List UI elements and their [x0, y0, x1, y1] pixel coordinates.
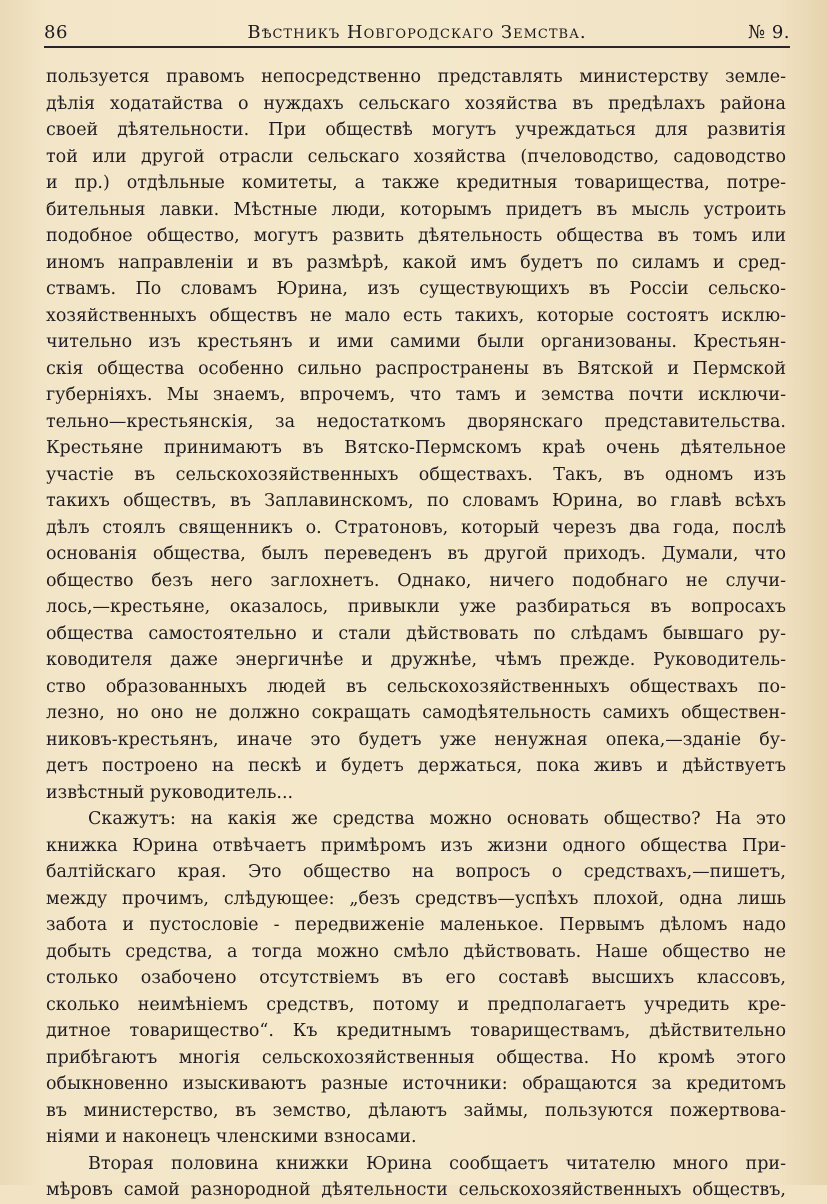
text-line: въ министерство, въ земство, дѣлаютъ займы, пользуются пожертвова-: [46, 1100, 786, 1121]
text-line: подобное общество, могутъ развить дѣятельность общества въ томъ или: [46, 226, 786, 246]
text-line: забота и пустословіе - передвиженіе маленькое. Первымъ дѣломъ надо: [46, 915, 786, 935]
paragraph-start-line: Скажутъ: на какія же средства можно основать общество? На это: [88, 809, 786, 829]
body-text: [46, 64, 786, 1204]
text-line: книжка Юрина отвѣчаетъ примѣромъ изъ жизни одного общества При-: [46, 835, 786, 856]
text-line: участіе въ сельскохозяйственныхъ обществахъ. Такъ, въ одномъ изъ: [46, 464, 786, 485]
text-line: добыть средства, а тогда можно смѣло дѣйствовать. Наше общество не: [46, 941, 786, 962]
text-line: балтійскаго края. Это общество на вопросъ о средствахъ,—пишетъ,: [46, 862, 786, 882]
text-line: и пр.) отдѣльные комитеты, а также кредитныя товарищества, потре-: [46, 173, 786, 193]
issue-number: № 9.: [748, 22, 790, 43]
text-line: ніями и наконецъ членскими взносами.: [46, 1127, 417, 1147]
text-line: скія общества особенно сильно распространены въ Вятской и Пермской: [46, 358, 786, 379]
text-line: между прочимъ, слѣдующее: „безъ средствъ—успѣхъ плохой, одна лишь: [46, 888, 786, 909]
text-line: дитное товарищество“. Къ кредитнымъ товариществамъ, дѣйствительно: [46, 1021, 786, 1041]
text-line: обыкновенно изыскиваютъ разные источники: обращаются за кредитомъ: [46, 1074, 786, 1094]
page-number: 86: [44, 22, 68, 43]
paragraph-start-line: Вторая половина книжки Юрина сообщаетъ читателю много при-: [88, 1153, 786, 1174]
text-line: чительно изъ крестьянъ и ими самими были организованы. Крестьян-: [46, 332, 786, 352]
text-line: тельно—крестьянскія, за недостаткомъ дворянскаго представительства.: [46, 411, 786, 432]
text-line: никовъ-крестьянъ, иначе это будетъ уже ненужная опека,—зданіе бу-: [46, 729, 786, 750]
text-line: хозяйственныхъ обществъ не мало есть такихъ, которые состоятъ исклю-: [46, 305, 786, 326]
text-line: той или другой отрасли сельскаго хозяйства (пчеловодство, садоводство: [46, 146, 786, 167]
text-line: общества самостоятельно и стали дѣйствовать по слѣдамъ бывшаго ру-: [46, 623, 786, 644]
text-line: общество безъ него заглохнетъ. Однако, ничего подобнаго не случи-: [46, 570, 786, 591]
text-line: своей дѣятельности. При обществѣ могутъ учреждаться для развитія: [46, 120, 786, 140]
journal-title: Вѣстникъ Новгородскаго Земства.: [247, 22, 587, 43]
header-rule: [44, 46, 790, 48]
text-line: прибѣгаютъ многія сельскохозяйственныя общества. Но кромѣ этого: [46, 1047, 786, 1068]
text-line: детъ построено на пескѣ и будетъ держаться, пока живъ и дѣйствуетъ: [46, 756, 786, 776]
text-line: столько озабочено отсутствіемъ въ его составѣ высшихъ классовъ,: [46, 968, 786, 988]
text-line: ство образованныхъ людей въ сельскохозяйственныхъ обществахъ по-: [46, 676, 786, 697]
text-line: дѣлъ стоялъ священникъ о. Стратоновъ, который черезъ два года, послѣ: [46, 517, 786, 538]
text-line: лезно, но оно не должно сокращать самодѣятельность самихъ обществен-: [46, 703, 786, 723]
text-line: иномъ направленіи и въ размѣрѣ, какой имъ будетъ по силамъ и сред-: [46, 252, 786, 273]
text-line: мѣровъ самой разнородной дѣятельности сельскохозяйственныхъ обществъ,: [46, 1180, 786, 1200]
text-line: ководителя даже энергичнѣе и дружнѣе, чѣмъ прежде. Руководитель-: [46, 650, 786, 670]
text-line: ствамъ. По словамъ Юрина, изъ существующихъ въ Россіи сельско-: [46, 279, 786, 299]
text-line: дѣлія ходатайства о нуждахъ сельскаго хозяйства въ предѣлахъ района: [46, 93, 786, 114]
text-line: лось,—крестьяне, оказалось, привыкли уже разбираться въ вопросахъ: [46, 597, 786, 617]
text-line: основанія общества, былъ переведенъ въ другой приходъ. Думали, что: [46, 544, 786, 564]
text-line: сколько неимѣніемъ средствъ, потому и предполагаетъ учредить кре-: [46, 994, 786, 1015]
text-line: бительныя лавки. Мѣстные люди, которымъ придетъ въ мысль устроить: [46, 199, 786, 220]
running-header: [44, 18, 790, 46]
text-line: губерніяхъ. Мы знаемъ, впрочемъ, что тамъ и земства почти исключи-: [46, 385, 786, 405]
text-line: пользуется правомъ непосредственно представлять министерству земле-: [46, 67, 786, 87]
text-line: Крестьяне принимаютъ въ Вятско-Пермскомъ краѣ очень дѣятельное: [46, 438, 786, 458]
text-line: извѣстный руководитель...: [46, 782, 294, 803]
text-line: такихъ обществъ, въ Заплавинскомъ, по словамъ Юрина, во главѣ всѣхъ: [46, 491, 786, 511]
